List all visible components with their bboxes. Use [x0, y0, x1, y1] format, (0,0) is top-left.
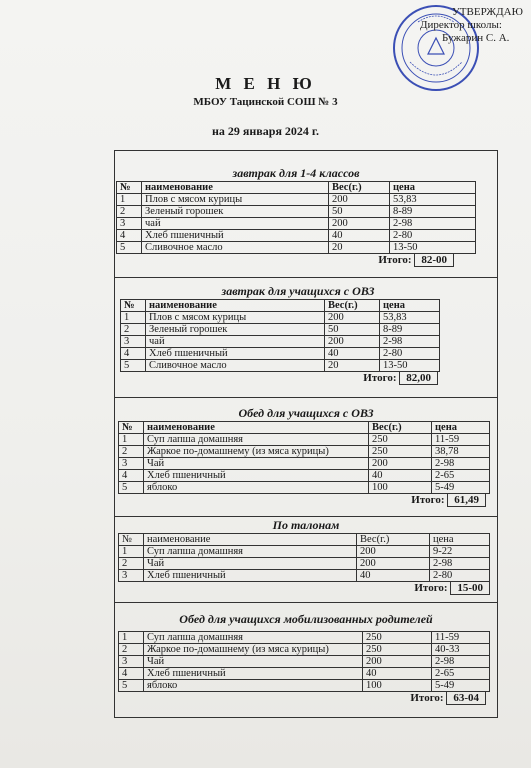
table-row — [117, 242, 476, 254]
col-weight: Вес(г.) — [329, 182, 390, 194]
menu-table — [118, 533, 490, 582]
row-price: 2-80 — [430, 570, 490, 582]
table-header-row — [119, 422, 490, 434]
total-value: 82-00 — [414, 253, 454, 267]
row-number: 5 — [117, 242, 142, 254]
row-number: 3 — [121, 336, 146, 348]
row-price: 5-49 — [432, 680, 490, 692]
row-number: 3 — [119, 656, 144, 668]
col-price: цена — [432, 422, 490, 434]
row-weight: 250 — [369, 446, 432, 458]
col-weight: Вес(г.) — [369, 422, 432, 434]
col-price: цена — [380, 300, 440, 312]
table-row — [119, 656, 490, 668]
row-number: 2 — [119, 644, 144, 656]
menu-date: на 29 января 2024 г. — [211, 124, 320, 138]
row-price: 53,83 — [390, 194, 476, 206]
section-total — [116, 254, 476, 266]
col-name: наименование — [144, 422, 369, 434]
row-price: 2-98 — [380, 336, 440, 348]
row-dish: Чай — [144, 458, 369, 470]
row-dish: Плов с мясом курицы — [146, 312, 325, 324]
row-dish: Хлеб пшеничный — [144, 470, 369, 482]
col-name: наименование — [142, 182, 329, 194]
row-number: 1 — [119, 632, 144, 644]
table-row — [119, 434, 490, 446]
row-dish: Хлеб пшеничный — [144, 570, 357, 582]
section-title: По талонам — [272, 518, 340, 532]
section-divider — [114, 516, 498, 517]
school-name: МБОУ Тацинской СОШ № 3 — [193, 96, 338, 108]
row-weight: 250 — [369, 434, 432, 446]
row-weight: 200 — [325, 312, 380, 324]
total-value: 15-00 — [450, 581, 490, 595]
section-title: Обед для учащихся мобилизованных родителей — [179, 612, 433, 626]
section-lunch-ovz — [118, 406, 494, 506]
total-value: 61,49 — [447, 493, 486, 507]
table-row — [117, 206, 476, 218]
row-dish: Чай — [144, 656, 363, 668]
row-weight: 200 — [325, 336, 380, 348]
total-label: Итого: — [411, 494, 445, 506]
total-label: Итого: — [410, 692, 444, 704]
row-dish: Хлеб пшеничный — [146, 348, 325, 360]
row-dish: чай — [142, 218, 329, 230]
row-price: 2-98 — [430, 558, 490, 570]
menu-table — [120, 299, 440, 372]
table-header-row — [117, 182, 476, 194]
section-breakfast-1-4 — [116, 166, 476, 266]
table-row — [117, 194, 476, 206]
row-dish: Хлеб пшеничный — [142, 230, 329, 242]
approval-position: Директор школы: — [420, 19, 502, 31]
row-dish: яблоко — [144, 482, 369, 494]
row-number: 4 — [121, 348, 146, 360]
row-price: 2-65 — [432, 470, 490, 482]
table-row — [119, 558, 490, 570]
col-weight: Вес(г.) — [357, 534, 430, 546]
table-row — [121, 312, 440, 324]
row-weight: 40 — [369, 470, 432, 482]
row-price: 9-22 — [430, 546, 490, 558]
col-number: № — [119, 422, 144, 434]
total-label: Итого: — [363, 372, 397, 384]
table-row — [117, 218, 476, 230]
section-breakfast-ovz — [120, 284, 476, 384]
row-price: 2-80 — [380, 348, 440, 360]
menu-table — [118, 631, 490, 692]
page-title: М Е Н Ю — [215, 74, 316, 93]
row-number: 2 — [119, 446, 144, 458]
col-name: наименование — [144, 534, 357, 546]
row-number: 5 — [121, 360, 146, 372]
section-total — [118, 582, 494, 594]
row-dish: Суп лапша домашняя — [144, 546, 357, 558]
table-row — [119, 644, 490, 656]
table-row — [119, 446, 490, 458]
row-weight: 40 — [357, 570, 430, 582]
col-price: цена — [390, 182, 476, 194]
row-price: 13-50 — [380, 360, 440, 372]
row-dish: Чай — [144, 558, 357, 570]
row-price: 2-80 — [390, 230, 476, 242]
row-price: 53,83 — [380, 312, 440, 324]
row-dish: Зеленый горошек — [142, 206, 329, 218]
section-lunch-mobilized — [118, 612, 494, 704]
table-row — [119, 470, 490, 482]
row-price: 8-89 — [390, 206, 476, 218]
col-number: № — [121, 300, 146, 312]
row-dish: Сливочное масло — [142, 242, 329, 254]
row-price: 38,78 — [432, 446, 490, 458]
row-number: 1 — [121, 312, 146, 324]
row-number: 1 — [119, 546, 144, 558]
section-divider — [114, 277, 498, 278]
row-weight: 40 — [363, 668, 432, 680]
section-total — [118, 494, 494, 506]
row-price: 2-65 — [432, 668, 490, 680]
section-divider — [114, 602, 498, 603]
col-name: наименование — [146, 300, 325, 312]
row-dish: Суп лапша домашняя — [144, 632, 363, 644]
section-coupons — [118, 518, 494, 594]
section-divider — [114, 397, 498, 398]
approval-heading: УТВЕРЖДАЮ — [452, 6, 523, 18]
row-dish: Жаркое по-домашнему (из мяса курицы) — [144, 644, 363, 656]
total-value: 63-04 — [446, 691, 486, 705]
row-dish: чай — [146, 336, 325, 348]
row-weight: 200 — [329, 194, 390, 206]
row-number: 3 — [119, 458, 144, 470]
row-number: 2 — [121, 324, 146, 336]
row-number: 4 — [117, 230, 142, 242]
row-weight: 200 — [369, 458, 432, 470]
row-number: 1 — [117, 194, 142, 206]
row-weight: 20 — [325, 360, 380, 372]
row-dish: Зеленый горошек — [146, 324, 325, 336]
row-dish: Суп лапша домашняя — [144, 434, 369, 446]
section-total — [118, 692, 494, 704]
row-number: 4 — [119, 668, 144, 680]
row-weight: 40 — [325, 348, 380, 360]
row-weight: 200 — [363, 656, 432, 668]
row-dish: Жаркое по-домашнему (из мяса курицы) — [144, 446, 369, 458]
table-row — [121, 324, 440, 336]
row-number: 2 — [117, 206, 142, 218]
row-number: 2 — [119, 558, 144, 570]
row-number: 3 — [117, 218, 142, 230]
row-weight: 200 — [329, 218, 390, 230]
section-total — [120, 372, 476, 384]
table-row — [119, 570, 490, 582]
table-row — [117, 230, 476, 242]
row-price: 2-98 — [390, 218, 476, 230]
row-price: 40-33 — [432, 644, 490, 656]
approval-signatory: Бужарин С. А. — [442, 32, 510, 44]
table-row — [121, 360, 440, 372]
table-row — [119, 546, 490, 558]
row-price: 2-98 — [432, 458, 490, 470]
row-number: 1 — [119, 434, 144, 446]
row-number: 5 — [119, 680, 144, 692]
table-row — [121, 336, 440, 348]
table-row — [119, 680, 490, 692]
table-header-row — [119, 534, 490, 546]
row-weight: 50 — [325, 324, 380, 336]
table-row — [119, 632, 490, 644]
row-weight: 50 — [329, 206, 390, 218]
approval-block — [420, 6, 525, 45]
row-dish: Сливочное масло — [146, 360, 325, 372]
menu-table — [116, 181, 476, 254]
col-number: № — [117, 182, 142, 194]
table-row — [121, 348, 440, 360]
row-price: 11-59 — [432, 434, 490, 446]
col-weight: Вес(г.) — [325, 300, 380, 312]
row-weight: 200 — [357, 558, 430, 570]
row-weight: 250 — [363, 644, 432, 656]
row-price: 8-89 — [380, 324, 440, 336]
table-row — [119, 668, 490, 680]
row-weight: 200 — [357, 546, 430, 558]
table-row — [119, 482, 490, 494]
row-dish: яблоко — [144, 680, 363, 692]
total-label: Итого: — [414, 582, 448, 594]
row-weight: 250 — [363, 632, 432, 644]
section-title: Обед для учащихся с ОВЗ — [238, 406, 374, 420]
row-price: 2-98 — [432, 656, 490, 668]
table-header-row — [121, 300, 440, 312]
col-price: цена — [430, 534, 490, 546]
row-weight: 100 — [369, 482, 432, 494]
total-value: 82,00 — [399, 371, 438, 385]
table-row — [119, 458, 490, 470]
row-weight: 20 — [329, 242, 390, 254]
row-price: 5-49 — [432, 482, 490, 494]
row-price: 13-50 — [390, 242, 476, 254]
section-title: завтрак для учащихся с ОВЗ — [221, 284, 375, 298]
col-number: № — [119, 534, 144, 546]
row-price: 11-59 — [432, 632, 490, 644]
section-title: завтрак для 1-4 классов — [232, 166, 360, 180]
row-dish: Хлеб пшеничный — [144, 668, 363, 680]
menu-table — [118, 421, 490, 494]
row-number: 5 — [119, 482, 144, 494]
row-number: 4 — [119, 470, 144, 482]
row-weight: 100 — [363, 680, 432, 692]
row-dish: Плов с мясом курицы — [142, 194, 329, 206]
total-label: Итого: — [378, 254, 412, 266]
row-weight: 40 — [329, 230, 390, 242]
row-number: 3 — [119, 570, 144, 582]
